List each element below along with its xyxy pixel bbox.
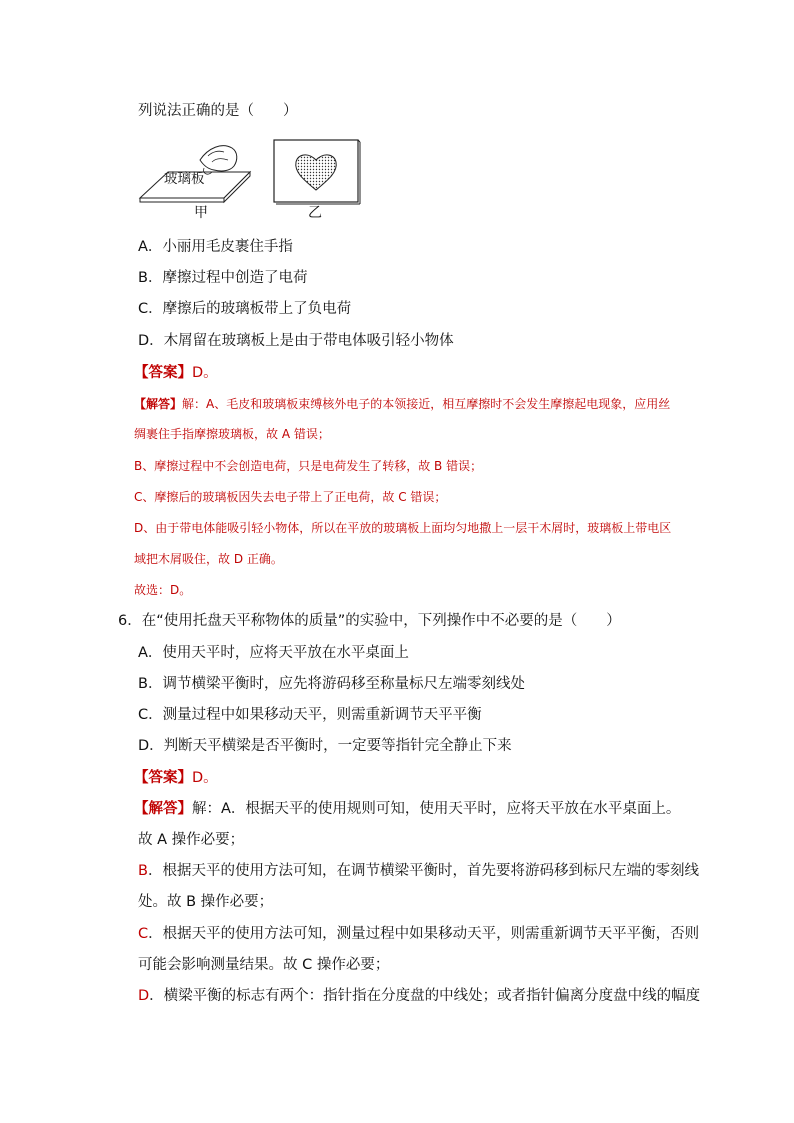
q6-analysis-line-3: B．根据天平的使用方法可知，在调节横梁平衡时，首先要将游码移到标尺左端的零刻线	[138, 863, 699, 879]
q6-analysis-line-2: 故 A 操作必要；	[138, 832, 245, 848]
q5-figures	[138, 138, 378, 230]
q5-option-c: C．摩擦后的玻璃板带上了负电荷	[138, 301, 352, 317]
q6-answer	[134, 771, 218, 786]
q5-answer-value: D。	[192, 365, 218, 381]
q5-analysis-line-7: 故选：D。	[134, 583, 192, 597]
q5-answer	[134, 366, 218, 381]
glass-plate-label: 玻璃板	[164, 171, 205, 187]
figure-yi-caption: 乙	[308, 205, 322, 221]
q6-answer-label: 【答案】	[134, 770, 192, 786]
q6-option-d: D．判断天平横梁是否平衡时，一定要等指针完全静止下来	[138, 738, 512, 754]
q6-analysis-line-5: C．根据天平的使用方法可知，测量过程中如果移动天平，则需重新调节天平平衡，否则	[138, 926, 700, 942]
q6-stem: 6．在“使用托盘天平称物体的质量”的实验中，下列操作中不必要的是（ ）	[118, 613, 621, 629]
q6-analysis-label: 【解答】	[134, 801, 192, 817]
q5-answer-label: 【答案】	[134, 365, 192, 381]
q6-answer-value: D。	[192, 770, 218, 786]
q5-analysis-label: 【解答】	[134, 397, 183, 411]
q5-analysis-line-4: C、摩擦后的玻璃板因失去电子带上了正电荷，故 C 错误；	[134, 490, 447, 504]
q5-analysis-line-6: 域把木屑吸住，故 D 正确。	[134, 552, 283, 566]
q5-option-b: B．摩擦过程中创造了电荷	[138, 270, 308, 286]
q6-option-b: B．调节横梁平衡时，应先将游码移至称量标尺左端零刻线处	[138, 676, 525, 692]
q5-option-d: D．木屑留在玻璃板上是由于带电体吸引轻小物体	[138, 333, 454, 349]
figure-jia-caption: 甲	[194, 205, 208, 221]
q5-analysis-line-2: 绸裹住手指摩擦玻璃板，故 A 错误；	[134, 427, 330, 441]
q6-option-c: C．测量过程中如果移动天平，则需重新调节天平平衡	[138, 707, 482, 723]
q5-analysis-line-1: 【解答】解：A、毛皮和玻璃板束缚核外电子的本领接近，相互摩擦时不会发生摩擦起电现象，应用丝	[134, 397, 671, 411]
q5-stem-tail: 列说法正确的是（ ）	[138, 103, 298, 119]
q6-analysis-line-4: 处。故 B 操作必要；	[138, 894, 274, 910]
q6-analysis-line-7: D．横梁平衡的标志有两个：指针指在分度盘的中线处；或者指针偏离分度盘中线的幅度	[138, 988, 701, 1004]
q5-analysis-line-3: B、摩擦过程中不会创造电荷，只是电荷发生了转移，故 B 错误；	[134, 459, 483, 473]
q6-option-a: A．使用天平时，应将天平放在水平桌面上	[138, 645, 409, 661]
q6-analysis-line-6: 可能会影响测量结果。故 C 操作必要；	[138, 957, 390, 973]
q5-analysis-line-5: D、由于带电体能吸引轻小物体，所以在平放的玻璃板上面均匀地撒上一层干木屑时，玻璃板上带电区	[134, 521, 672, 535]
q6-analysis-line-1: 【解答】解：A．根据天平的使用规则可知，使用天平时，应将天平放在水平桌面上。	[134, 801, 681, 817]
q5-option-a: A．小丽用毛皮裹住手指	[138, 239, 293, 255]
